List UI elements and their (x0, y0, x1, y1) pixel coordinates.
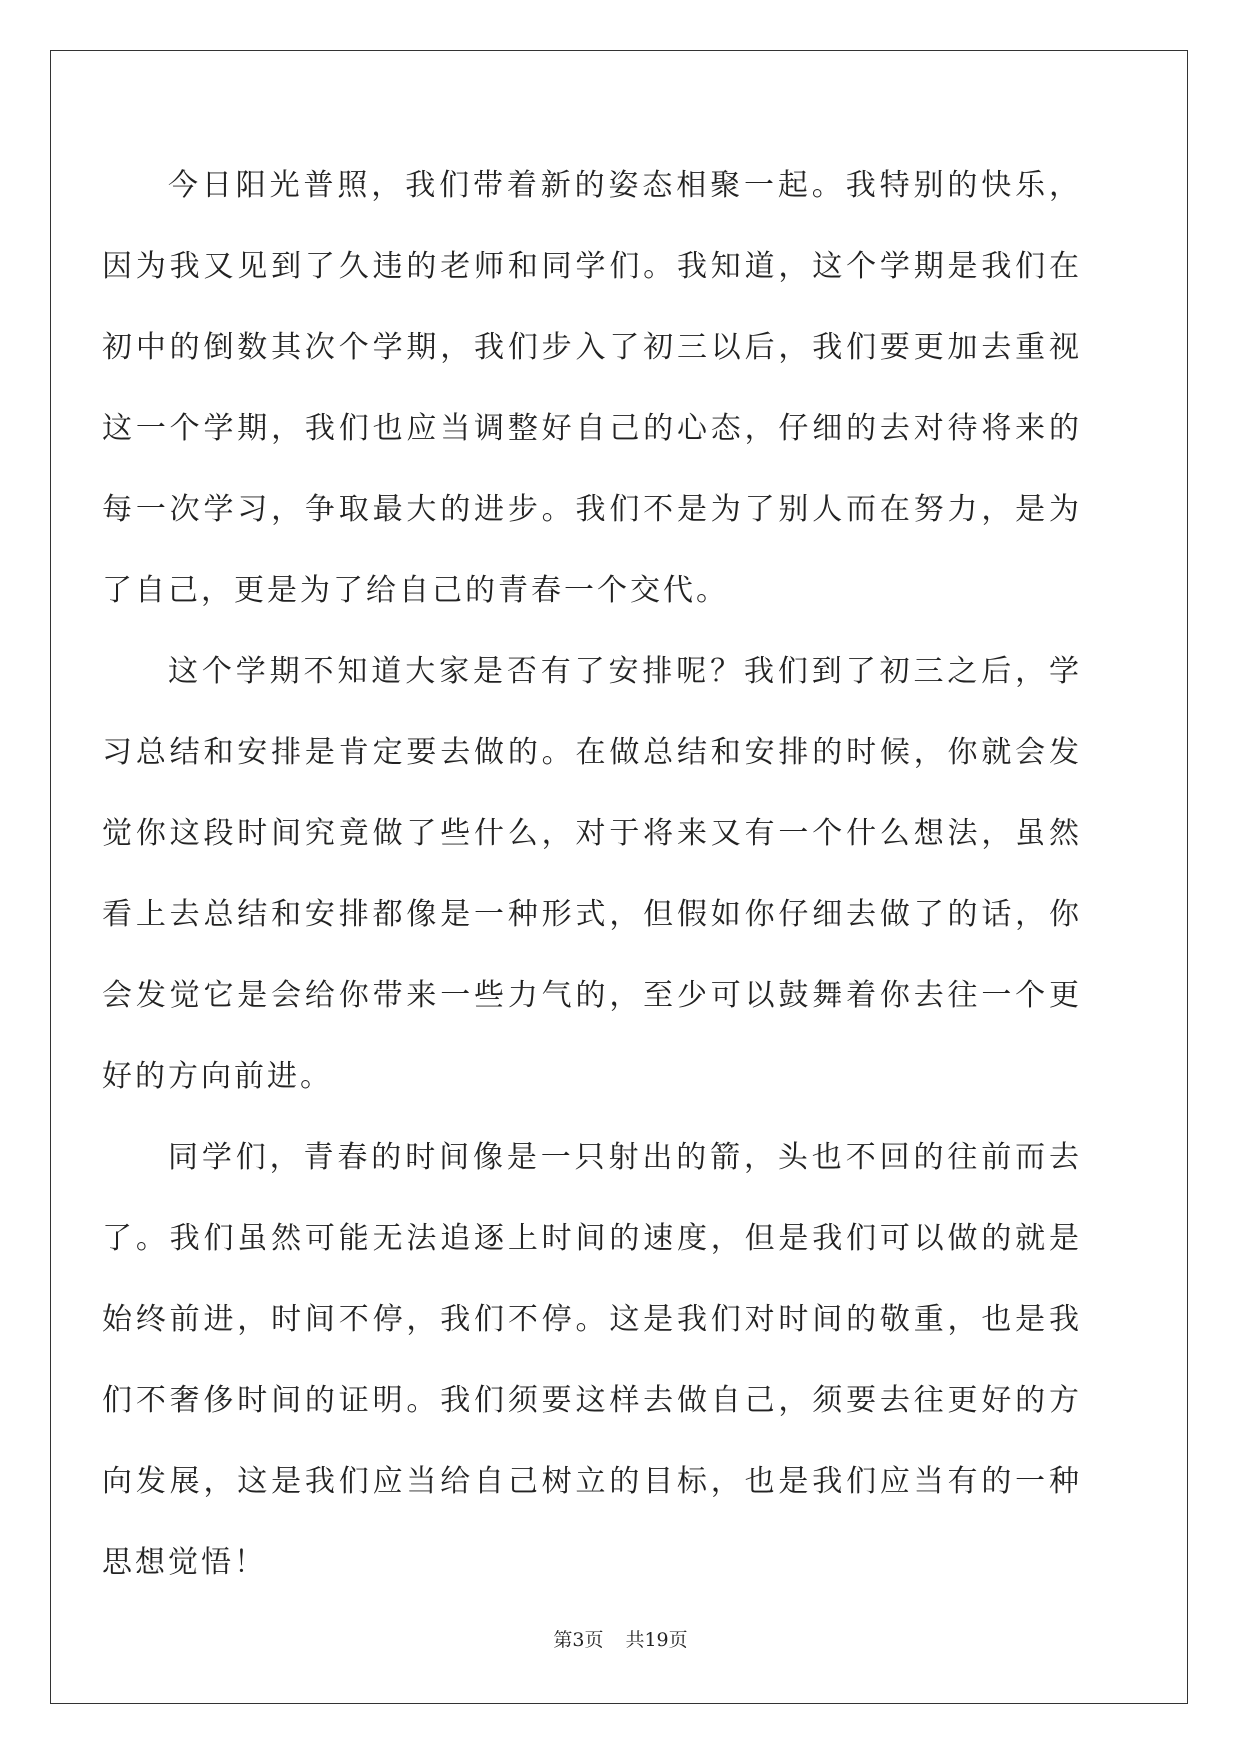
paragraph-2: 这个学期不知道大家是否有了安排呢？我们到了初三之后，学习总结和安排是肯定要去做的。在做总结和安排的时候，你就会发觉你这段时间究竟做了些什么，对于将来又有一个什么想法，虽然看上去总结和安排都像是一种形式，但假如你仔细去做了的话，你会发觉它是会给你带来一些力气的，至少可以鼓舞着你去往一个更好的方向前进。 (102, 654, 1082, 1094)
page-total: 共19页 (625, 1629, 688, 1651)
page-number: 第3页 (553, 1629, 604, 1651)
page-footer (0, 1625, 1241, 1652)
paragraph-3: 同学们，青春的时间像是一只射出的箭，头也不回的往前而去了。我们虽然可能无法追逐上时间的速度，但是我们可以做的就是始终前进，时间不停，我们不停。这是我们对时间的敬重，也是我们不奢侈时间的证明。我们须要这样去做自己，须要去往更好的方向发展，这是我们应当给自己树立的目标，也是我们应当有的一种思想觉悟！ (102, 1140, 1082, 1580)
document-body (102, 145, 1082, 1603)
paragraph-1: 今日阳光普照，我们带着新的姿态相聚一起。我特别的快乐，因为我又见到了久违的老师和同学们。我知道，这个学期是我们在初中的倒数其次个学期，我们步入了初三以后，我们要更加去重视这一个学期，我们也应当调整好自己的心态，仔细的去对待将来的每一次学习，争取最大的进步。我们不是为了别人而在努力，是为了自己，更是为了给自己的青春一个交代。 (102, 168, 1082, 608)
